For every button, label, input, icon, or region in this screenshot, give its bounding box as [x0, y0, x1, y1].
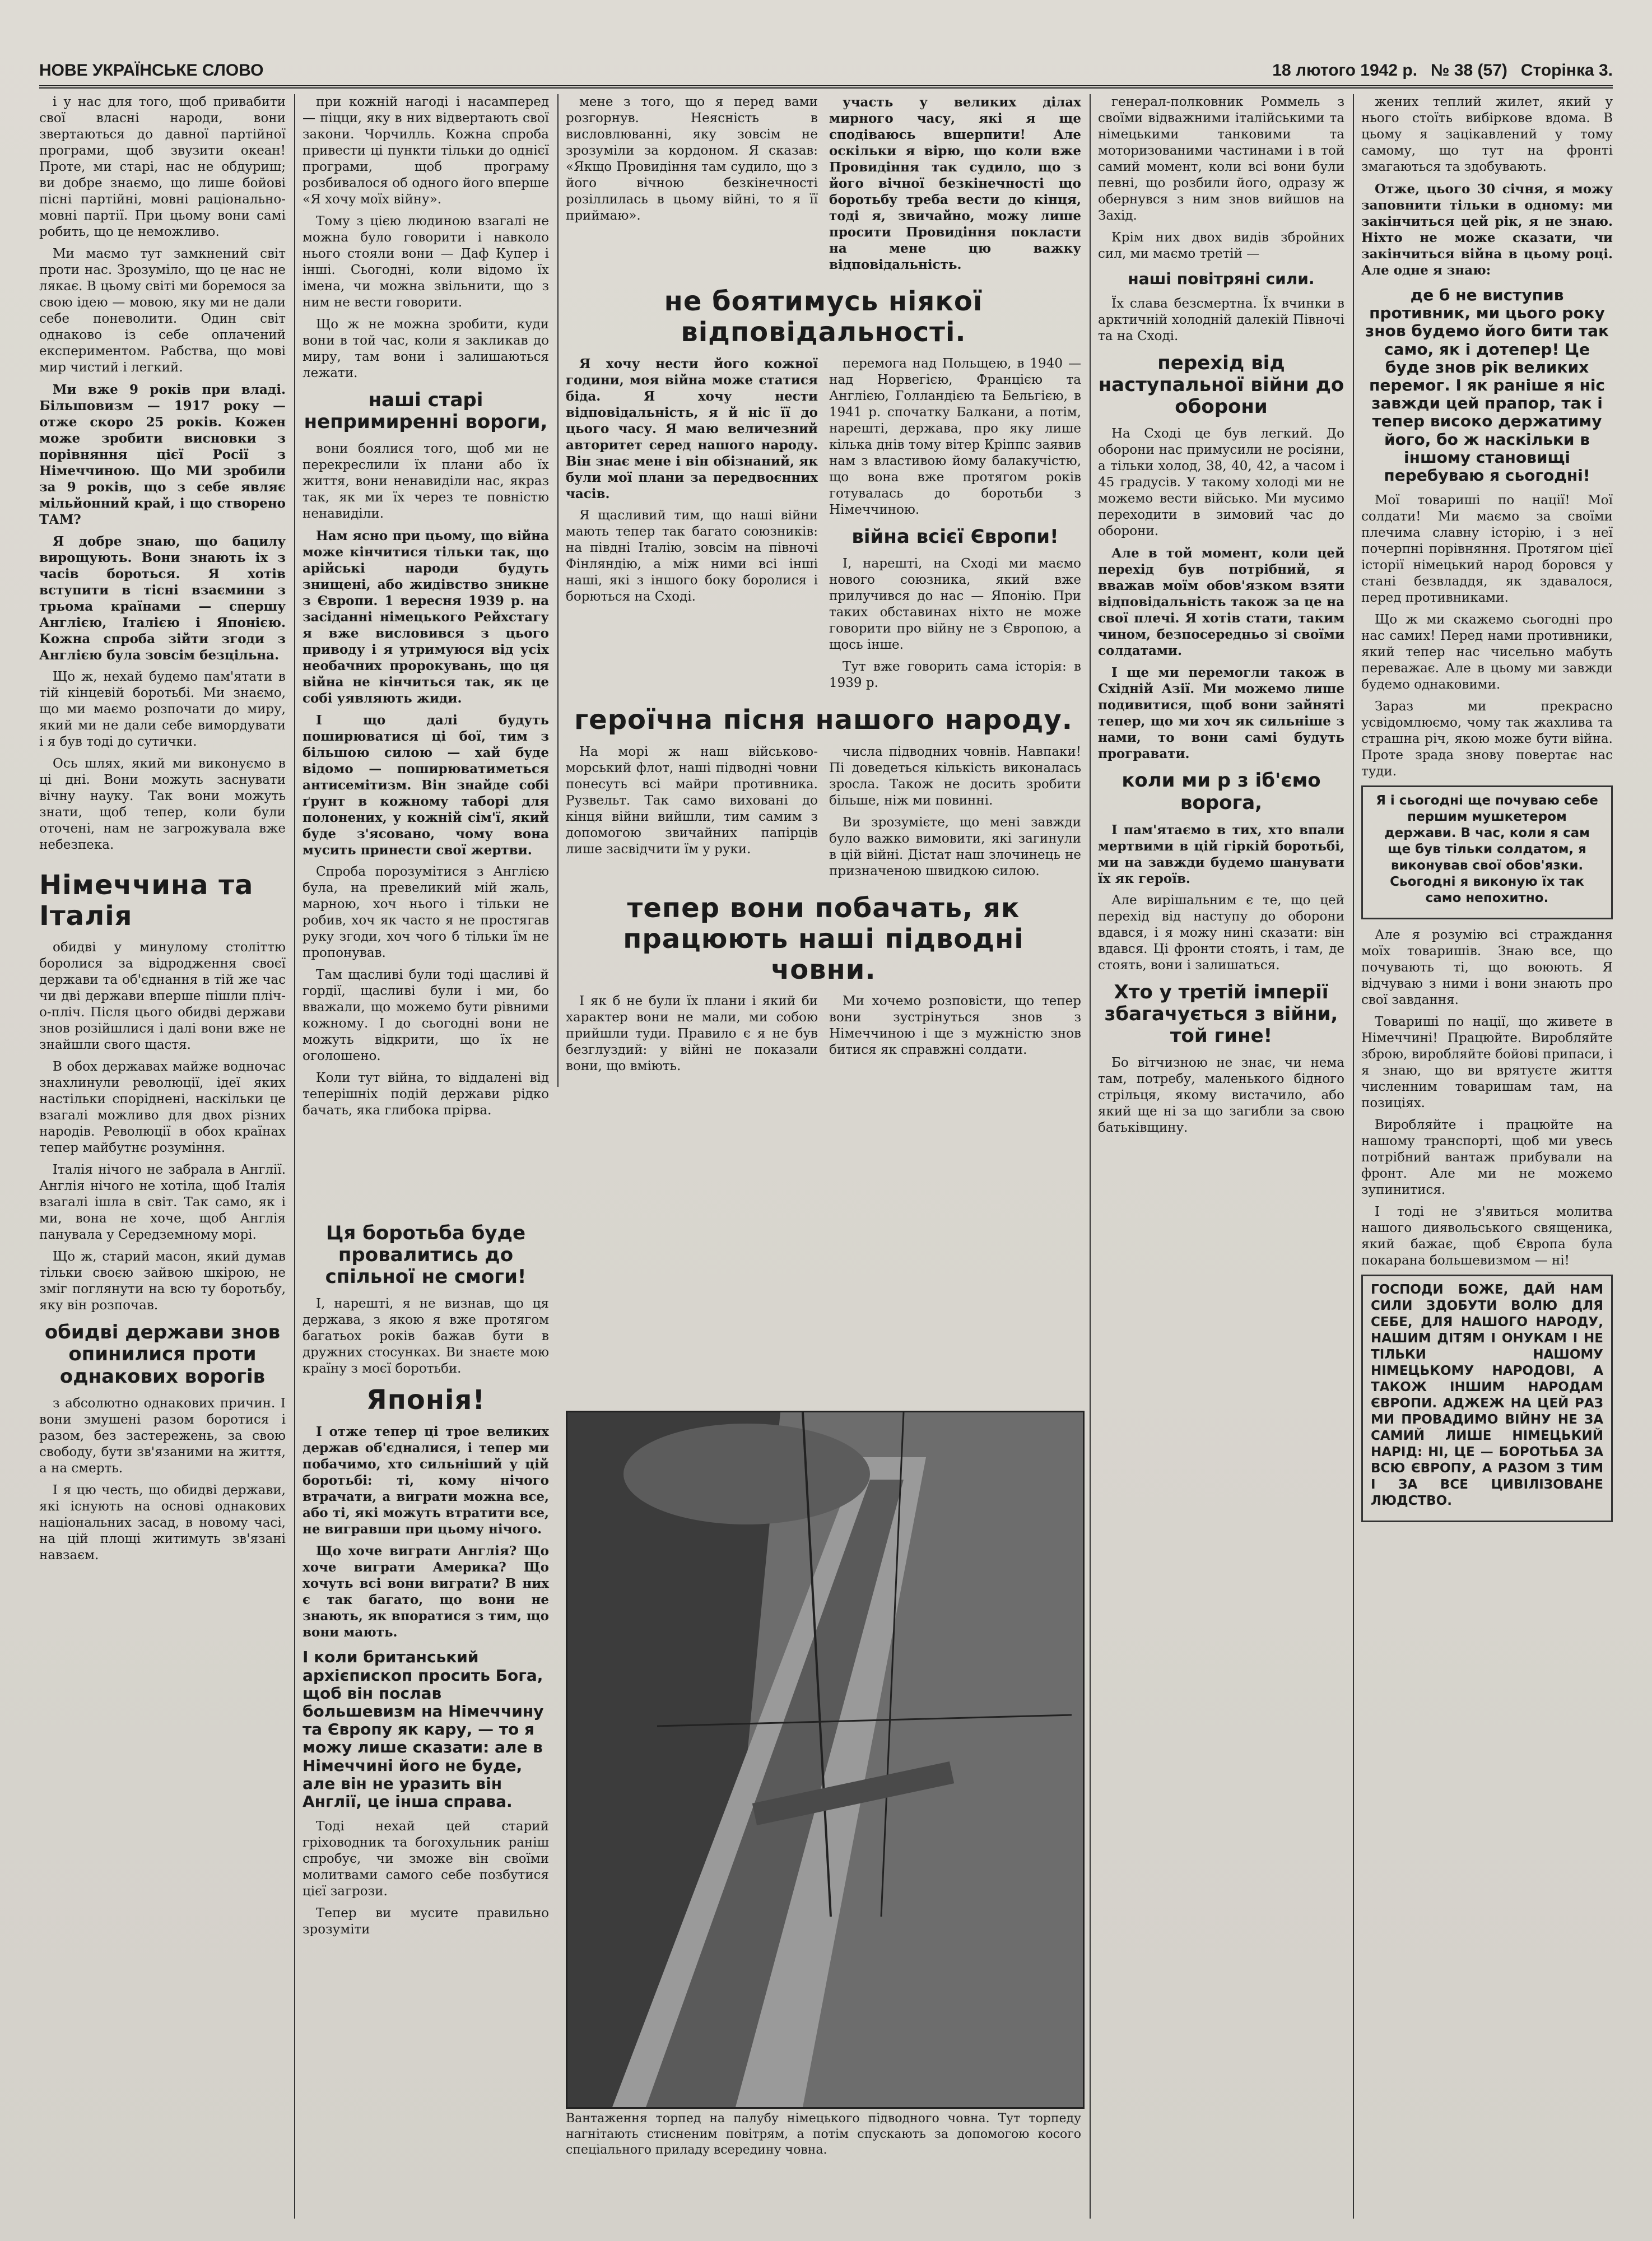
headline-archbishop: І коли британський архієпископ просить Бога, щоб він послав большевизм на Німеччину та Європу як кару, — то я можу лише сказати: але в Німеччині його не буде, але він не уразить він Англії, це інша справа.: [303, 1648, 544, 1811]
paragraph: мене з того, що я перед вами розгорнув. Неясність в висловлюванні, яку зовсім не зрозуміли за кордоном. Я сказав: «Якщо Провидіння там судило, що з його вічною безкінечності розіллилась в цьому війні, то я її приймаю».: [566, 95, 818, 223]
column-3-lower: [303, 1215, 549, 2219]
paragraph: І я цю честь, що обидві держави, які існують на основі однакових національних засад, в новому часі, на цій площі житимуть зв'язані навзаєм.: [39, 1482, 286, 1563]
column-divider: [1353, 94, 1354, 2219]
paragraph: Тепер ви мусите правильно зрозуміти: [303, 1906, 549, 1937]
paragraph: Але я розумію всі страждання моїх товаришів. Знаю все, що почувають ті, що воюють. Я відчуваю з ними і вони знають про свої завдання.: [1361, 928, 1613, 1008]
boxed-statement: [1361, 785, 1613, 919]
headline-germany-italy: Німеччина та Італія: [39, 870, 254, 932]
paragraph: Мої товариші по нації! Мої солдати! Ми маємо за своїми плечима славну історію, і з неї почерпні порівняння. Протягом цієї історії німецький народ боровся у стані безвладдя, як здавалося, перед противниками.: [1361, 493, 1613, 606]
column-divider: [294, 94, 295, 2219]
column-3-4-top: [566, 94, 1081, 1074]
paragraph: Італія нічого не забрала в Англії. Англія нічого не хотіла, щоб Італія взагалі ішла в світ. Так само, як і ми, вона не хоче, щоб Англія панувала у Середземному морі.: [39, 1163, 286, 1243]
paragraph: Що ж, нехай будемо пам'ятати в тій кінцевій боротьбі. Ми знаємо, що ми маємо розпочати до миру, який ми не дали себе вимордувати і я був тоді до сутички.: [39, 669, 286, 749]
paragraph: числа підводних човнів. Навпаки! Пі доведеться кількість виконалась зросла. Також не досить зробити більше, ніж ми повинні.: [829, 744, 1081, 808]
paragraph: Але в той момент, коли цей перехід був потрібний, я вважав моїм обов'язком взяти відповідальність також за це на свої плечі. Я хотів стати, таким чином, безпосередньо зі своїми солдатами.: [1098, 546, 1344, 659]
column-5: [1098, 94, 1344, 2219]
paragraph: І тоді не з'явиться молитва нашого диявольського священика, який бажає, щоб Європа була покарана большевизмом — ні!: [1361, 1205, 1613, 1268]
paragraph: генерал-полковник Роммель з своїми відважними італійськими та німецькими танковими та моторизованими частинами і в той самий момент, коли всі вони були певні, що розбили його, одразу ж обернувся з ним знов вийшов на Захід.: [1098, 95, 1344, 223]
paragraph: І ще ми перемогли також в Східній Азії. Ми можемо лише подивитися, щоб вони зайняті тепер, що ми хоч як сильніше з нами, то вони самі будуть програвати.: [1098, 665, 1344, 762]
paragraph: Отже, цього 30 січня, я можу заповнити тільки в одному: ми закінчиться цей рік, я не знаю. Ніхто не може сказати, чи закінчиться війна в цьому році. Але одне я знаю:: [1361, 182, 1613, 278]
paragraph: На морі ж наш військово-морський флот, наші підводні човни понесуть всі майри противника. Рузвельт. Так само виховані до кінця війни вийшли, тим самим з допомогою звичайних папірців лише засвідчити їм у руки.: [566, 744, 818, 857]
paragraph: Що ж, старий масон, який думав тільки своєю зайвою шкірою, не зміг поглянути на всю ту боротьбу, яку він розпочав.: [39, 1249, 286, 1313]
prayer-text: ГОСПОДИ БОЖЕ, ДАЙ НАМ СИЛИ ЗДОБУТИ ВОЛЮ ДЛЯ СЕБЕ, ДЛЯ НАШОГО НАРОДУ, НАШИМ ДІТЯМ І ОНУКАМ І НЕ ТІЛЬКИ НАШОМУ НІМЕЦЬКОМУ НАРОДОВІ, А ТАКОЖ ІНШИМ НАРОДАМ ЄВРОПИ. АДЖЕЖ НА ЦЕЙ РАЗ МИ ПРОВАДИМО ВІЙНУ НЕ ЗА САМИЙ ЛИШЕ НІМЕЦЬКИЙ НАРІД: НІ, ЦЕ — БОРОТЬБА ЗА ВСЮ ЄВРОПУ, А РАЗОМ З ТИМ І ЗА ВСЕ ЦИВІЛІЗОВАНЕ ЛЮДСТВО.: [1371, 1282, 1603, 1509]
paragraph: І що далі будуть поширюватися ці бої, тим з більшою силою — хай буде відомо — поширюватиметься антисемітизм. Він знайде собі ґрунт в кожному таборі для полонених, у кожній сім'ї, який буде з'ясовано, чому вона мусить принести свої жертви.: [303, 713, 549, 858]
submarine-illustration: [567, 1412, 1083, 2107]
paragraph: На Сході це був легкий. До оборони нас примусили не росіяни, а тільки холод, 38, 40, 42, а часом і 45 градусів. У такому холоді ми не можемо вести військо. Ми мусимо переходити в зимовий час до оборони.: [1098, 426, 1344, 539]
headline-both-states: обидві держави знов опинилися проти однакових ворогів: [44, 1321, 281, 1388]
boxed-text: Я і сьогодні ще почуваю себе першим мушкетером держави. В час, коли я сам ще був тільки солдатом, я виконував свої обов'язки. Сьогодні я виконую їх так само непохитно.: [1376, 793, 1598, 906]
columns: [39, 94, 1613, 2219]
headline-transition: перехід від наступальної війни до оборони: [1098, 352, 1344, 419]
headline-no-fear: не боятимусь ніякої відповідальності.: [664, 286, 983, 348]
column-1: [39, 94, 286, 2219]
paragraph: І, нарешті, на Сході ми маємо нового союзника, який вже прилучився до нас — Японію. При таких обставинах ніхто не може говорити про війну не з Європою, а щось інше.: [829, 556, 1081, 653]
headline-air-force: наші повітряні сили.: [1128, 269, 1315, 288]
paragraph: Що хоче виграти Англія? Що хоче виграти Америка? Що хочуть всі вони виграти? В них є так багато, що вони не знають, як впоратися з тим, що вони мають.: [303, 1543, 549, 1640]
headline-old-enemies: наші старі непримиренні вороги,: [304, 389, 548, 434]
paragraph: Крім них двох видів збройних сил, ми маємо третій —: [1098, 230, 1344, 261]
paragraph: Зараз ми прекрасно усвідомлюємо, чому так жахлива та страшна річ, якою може бути війна. Проте зрада знову повертає нас туди.: [1361, 699, 1613, 779]
masthead-meta: [1272, 61, 1613, 80]
paragraph: Тому з цією людиною взагалі не можна було говорити і навколо нього стояли вони — Даф Купер і інші. Сьогодні, коли відомо їх імена, чи можна звільнити, що з ним не вести говорити.: [303, 214, 549, 310]
paragraph: Але вирішальним є те, що цей перехід від наступу до оборони вдався, і я можу нині сказати: він вдався. Ці фронти стоять, і там, де стоять, вони і залишаться.: [1098, 892, 1344, 973]
paragraph: Товариші по нації, що живете в Німеччині! Працюйте. Виробляйте зброю, виробляйте бойові припаси, і я знаю, що ви врятуєте життя численним товаришам там, на позиціях.: [1361, 1015, 1613, 1111]
headline-heroic-song: героїчна пісня нашого народу.: [574, 704, 1073, 736]
paragraph: з абсолютно однакових причин. І вони змушені разом боротися і разом, без застережень, за свою свободу, бути зв'язаними на життя, а на смерть.: [39, 1396, 286, 1476]
headline-defeat-enemy: коли ми р з іб'ємо ворога,: [1122, 769, 1321, 814]
paragraph: Що ж не можна зробити, куди вони в той час, коли я закликав до миру, там вони і залишаються лежати.: [303, 317, 549, 380]
column-6: [1361, 94, 1613, 2219]
paragraph: участь у великих ділах мирного часу, які я ще сподіваюсь вшерпити! Але оскільки я вірю, що коли вже Провидіння так судило, що з його вічної безкінечності що боротьбу треба вести до кінця, тоді я, звичайно, можу лише просити Провидіння покласти на мене цю важку відповідальність.: [829, 95, 1081, 272]
paragraph: Ми вже 9 років при владі. Більшовизм — 1917 року — отже скоро 25 років. Кожен може зробити висновки з порівняння цієї Росії з Німеччиною. Що МИ зробили за 9 років, що з себе являє мільйонний край, і що створено ТАМ?: [39, 382, 286, 527]
paragraph: І як б не були їх плани і який би характер вони не мали, ми собою прийшли туди. Правило є я не був безглуздий: у війні не показали вони, що вміють.: [566, 994, 818, 1074]
paragraph: жених теплий жилет, який у нього стоїть вибіркове вдома. В цьому я зацікавлений у тому самому, що тут на фронті змагаються та здобувають.: [1361, 95, 1613, 174]
paragraph: вони боялися того, щоб ми не перекреслили їх плани або їх життя, вони ненавиділи нас, якраз так, як ми їх через те повністю ненавиділи.: [303, 441, 549, 522]
headline-war-of-europe: війна всієї Європи!: [851, 526, 1059, 548]
paragraph: Я щасливий тим, що наші війни мають тепер так багато союзників: на півдні Італію, зовсім на півночі Фінляндію, а між ними всі інші наші, які з іншого боку боролися і борються на Сході.: [566, 508, 818, 605]
paper-title: НОВЕ УКРАЇНСЬКЕ СЛОВО: [39, 61, 264, 80]
paragraph: Ось шлях, який ми виконуємо в ці дні. Вони можуть заснувати вічну науку. Так вони можуть знати, щоб тепер, коли були оточені, нам не загрожувала вже небезпека.: [39, 756, 286, 852]
issue-date: 18 лютого 1942 р.: [1272, 61, 1418, 80]
paragraph: Тут вже говорить сама історія: в 1939 р.: [829, 659, 1081, 691]
page-number: Сторінка 3.: [1520, 61, 1613, 80]
headline-struggle: Ця боротьба буде провалитись до спільної не смоги!: [325, 1222, 527, 1289]
column-divider: [1090, 94, 1091, 2219]
paragraph: перемога над Польщею, в 1940 — над Норвегією, Францією та Англією, Голландією та Бельгією, в 1941 р. спочатку Балкани, а потім, нарешті, держава, про яку лише кілька днів тому вітер Кріппс заявив нам з властивою йому балакучістю, що вона вже протягом років готувалась до боротьби з Німеччиною.: [829, 356, 1081, 518]
paragraph: В обох державах майже водночас знахлинули революції, ідеї яких настільки споріднені, наскільки це взагалі можливо для двох різних народів. Революції в обох країнах тепер майбутнє розуміння.: [39, 1059, 286, 1156]
masthead: [39, 56, 1613, 89]
paragraph: Ми маємо тут замкнений світ проти нас. Зрозуміло, що це нас не лякає. В цьому світі ми боремося за свою ідею — мовою, яку ми не дали себе поневолити. Один світ однаково із себе оплачений експериментом. Рабства, що мові мир чистий і легкий.: [39, 247, 286, 375]
paragraph: Я добре знаю, що бацилу вирощують. Вони знають іх з часів бороться. Я хотів вступити в тісні взаємини з трьома країнами — спершу Англією, Італією і Японією. Кожна спроба зійти згоди з Англією була зовсім безцільна.: [39, 534, 286, 663]
paragraph: Тоді нехай цей старий гріховодник та богохульник раніш спробує, чи зможе він своїми молитвами самого себе позбутися цієї загрози.: [303, 1819, 549, 1899]
headline-japan: Японія!: [366, 1384, 486, 1416]
photo-caption: Вантаження торпед на палубу німецького підводного човна. Тут торпеду нагнітають стисненим повітрям, а потім спускають за допомогою косого спеціального приладу всередину човна.: [566, 2112, 1081, 2157]
paragraph: Нам ясно при цьому, що війна може кінчитися тільки так, що арійські народи будуть знищені, або жидівство зникне з Європи. 1 вересня 1939 р. на засіданні німецького Рейхстагу я вже висловився з цього приводу і я утримуюся від усіх необачних пророкувань, що ця війна не кінчиться так, як це собі уявляють жиди.: [303, 528, 549, 706]
submarine-photo: [566, 1411, 1085, 2109]
paragraph: при кожній нагоді і насамперед — піцци, яку в них відвертають свої закони. Чорчилль. Кожна спроба привести ці пункти тільки до однієї програми, щоб програму розбивалося об одного його вперше «Я хочу моїх війну».: [303, 95, 549, 207]
paragraph: І пам'ятаємо в тих, хто впали мертвими в цій гіркій боротьбі, ми на завжди будемо шанувати їх як героїв.: [1098, 822, 1344, 886]
headline-submarines: тепер вони побачать, як працюють наші підводні човни.: [623, 892, 1024, 986]
paragraph: І отже тепер ці трое великих держав об'єдналися, і тепер ми побачимо, хто сильніший у цій боротьбі: ті, кому нічого втрачати, а виграти можна все, або ті, які можуть втратити все, не вигравши при цьому нічого.: [303, 1424, 549, 1537]
headline-third-empire: Хто у третій імперії збагачується з війни, той гине!: [1104, 980, 1338, 1047]
paragraph: Бо вітчизною не знає, чи нема там, потребу, маленького бідного стрільця, якому вистачило, або який ще ні за що загибли за свою батьківщину.: [1098, 1055, 1344, 1135]
paragraph: І, нарешті, я не визнав, що ця держава, з якою я вже протягом багатьох років бажав бути в дружних стосунках. Ви знаєте мою країну з моєї боротьби.: [303, 1296, 549, 1377]
paragraph: і у нас для того, щоб привабити свої власні народи, вони звертаються до давної партійної програми, щоб звузити океан! Проте, ми старі, нас не обдуриш; ви добре знаємо, що лише бойові пісні партійні, мовні раціонально-мовні партії. При цьому вони самі робить, що це неможливо.: [39, 95, 286, 239]
issue-number: № 38 (57): [1431, 61, 1507, 80]
paragraph: Там щасливі були тоді щасливі й гордії, щасливі були і ми, бо вважали, що можемо бути рівними кожному. І до сьогодні вони не можуть відкрити, що їх не оголошено.: [303, 968, 549, 1064]
paragraph: обидві у минулому століттю боролися за відродження своєї держави та об'єднання в тій же час чи дві держави вперше пішли пліч-о-пліч. Після цього обидві держави знов розійшлися і далі вони вже не знайшли свого щастя.: [39, 940, 286, 1053]
paragraph: Коли тут війна, то віддалені від теперішніх подій держави рідко бачать, яка глибока прірва.: [303, 1071, 549, 1118]
paragraph: Ми хочемо розповісти, що тепер вони зустрінуться знов з Німеччиною і ще з мужністю знов битися як справжні солдати.: [829, 994, 1081, 1058]
column-divider: [557, 94, 559, 1087]
paragraph: Я хочу нести його кожної години, моя війна може статися біда. Я хочу нести відповідальність, я й ніс її до цього часу. Я маю величезний авторитет серед нашого народу. Він знає мене і він обізнаний, як були мої плани за передвоєнних часів.: [566, 356, 818, 502]
paragraph: Спроба порозумітися з Англією була, на превеликий мій жаль, марною, хоч нього і тільки не робив, хоч як часто я не простягав руку згоди, хоч чого б тільки їм не пропонував.: [303, 864, 549, 961]
prayer-box: [1361, 1275, 1613, 1522]
paragraph: Виробляйте і працюйте на нашому транспорті, щоб ми увесь потрібний вантаж прибували на фронт. Але ми не можемо зупинитися.: [1361, 1118, 1613, 1198]
paragraph: Що ж ми скажемо сьогодні про нас самих! Перед нами противники, який тепер нас чисельно мабуть переважає. Але в цьому ми завжди будемо однаковими.: [1361, 612, 1613, 692]
paragraph: Ви зрозумієте, що мені завжди було важко вимовити, які загинули в цій війні. Дістат наш злочинець не призначеною швидкою силою.: [829, 815, 1081, 878]
paragraph: Їх слава безсмертна. Їх вчинки в арктичній холодній далекій Півночі та на Сході.: [1098, 296, 1344, 344]
headline-wherever-enemy: де б не виступив противник, ми цього року знов будемо його бити так само, як і дотепер! Це буде знов рік великих перемог. І як раніше я ніс завжди цей прапор, так і тепер високо держатиму його, бо ж наскільки в іншому становищі перебуваю я сьогодні!: [1365, 286, 1609, 485]
